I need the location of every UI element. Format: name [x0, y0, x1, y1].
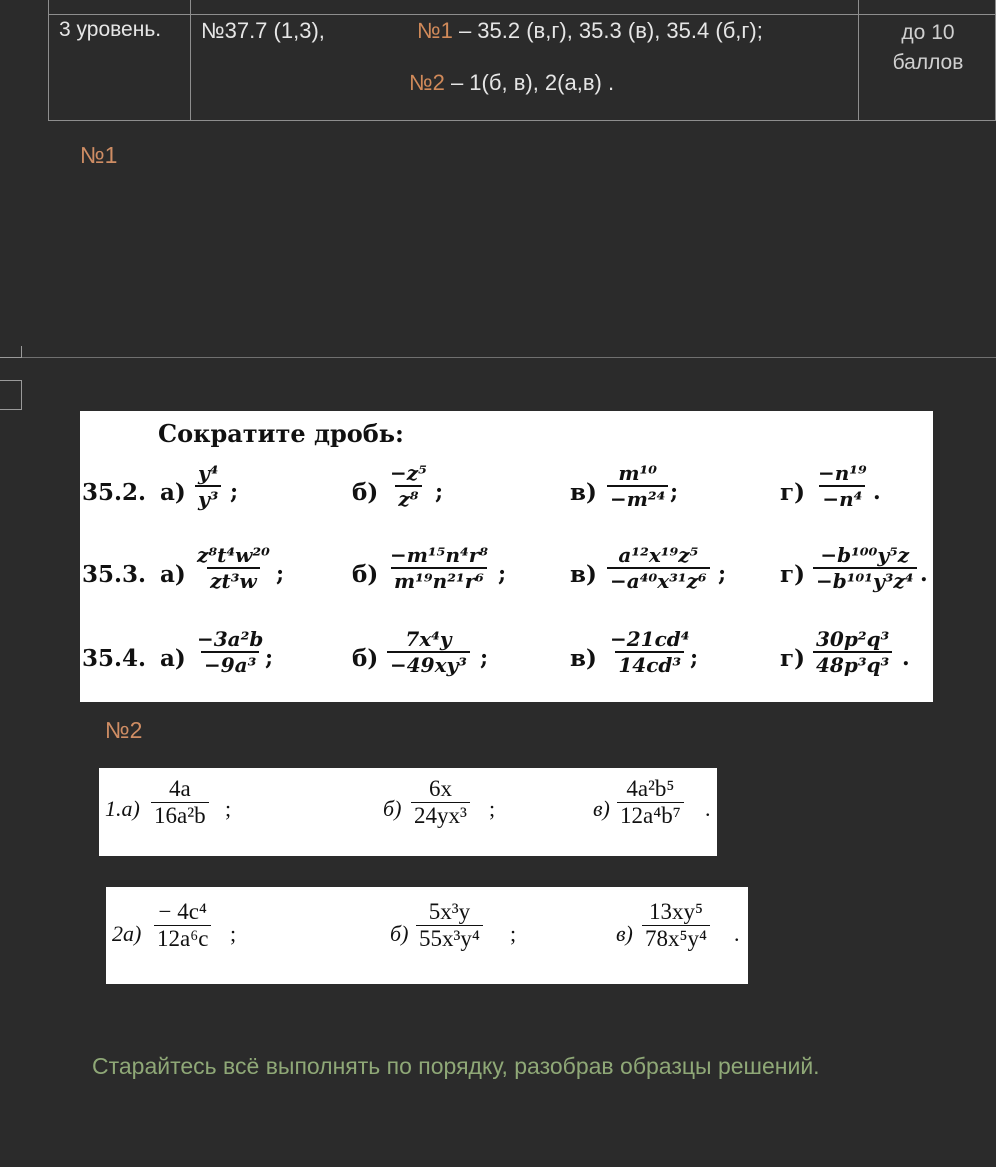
instruction-title: Сократите дробь: — [158, 419, 404, 448]
denominator: −b¹⁰¹y³z⁴ — [813, 567, 917, 593]
item-label: а) — [160, 479, 186, 506]
punct: ; — [510, 921, 517, 946]
denominator: 12a⁶c — [154, 925, 211, 952]
punct: ; — [230, 479, 239, 505]
item-label: г) — [780, 561, 805, 588]
fraction — [642, 899, 710, 952]
punct: ; — [435, 479, 444, 505]
heading-no1: №1 — [80, 142, 118, 168]
numerator: m¹⁰ — [618, 461, 658, 485]
exercise-number: 35.3. — [82, 561, 147, 588]
task1-line — [417, 18, 763, 44]
tasks-cell — [191, 0, 859, 120]
punct: . — [902, 645, 910, 671]
denominator: −49xy³ — [387, 651, 470, 677]
item-label: б) — [352, 645, 379, 672]
denominator: zt³w — [207, 567, 260, 593]
task1-label: №1 — [417, 18, 453, 43]
punct: ; — [480, 645, 489, 671]
numerator: −z⁵ — [390, 461, 427, 485]
textbook-exercise-image — [80, 411, 933, 702]
score-line-1: до 10 — [901, 21, 955, 44]
denominator: z⁸ — [395, 485, 421, 511]
item-label: б) — [383, 796, 402, 821]
denominator: y³ — [195, 485, 221, 511]
denominator: 78x⁵y⁴ — [642, 925, 710, 952]
fraction — [195, 461, 221, 511]
denominator: 16a²b — [151, 802, 209, 829]
numerator: y⁴ — [198, 461, 219, 485]
item-label: в) — [570, 645, 597, 672]
fraction — [813, 543, 917, 593]
page-separator — [22, 357, 996, 358]
punct: ; — [718, 561, 727, 587]
denominator: 12a⁴b⁷ — [617, 802, 684, 829]
numerator: 7x⁴y — [405, 627, 452, 651]
exercise-2-image — [106, 887, 748, 984]
punct: ; — [265, 645, 274, 671]
row-35-2 — [80, 455, 933, 535]
fraction — [411, 776, 470, 829]
denominator: −n⁴ — [819, 485, 865, 511]
footer-note: Старайтесь всё выполнять по порядку, разобрав образцы решений. — [92, 1053, 820, 1079]
item-label: 1.a) — [105, 796, 140, 821]
item-label: в) — [616, 921, 633, 946]
denominator: −a⁴⁰x³¹z⁶ — [607, 567, 710, 593]
item-label: г) — [780, 479, 805, 506]
item-label: г) — [780, 645, 805, 672]
fraction — [607, 543, 710, 593]
item-label: 2a) — [112, 921, 142, 946]
punct: . — [873, 479, 881, 505]
item-label: а) — [160, 645, 186, 672]
numerator: 13xy⁵ — [649, 899, 704, 924]
numerator: 4a — [168, 776, 191, 801]
punct: ; — [230, 921, 237, 946]
item-label: в) — [593, 796, 610, 821]
punct: ; — [225, 796, 232, 821]
page-corner-mark-bottom — [0, 380, 22, 410]
numerator: 5x³y — [428, 899, 471, 924]
item-label: в) — [570, 561, 597, 588]
fraction — [387, 627, 470, 677]
fraction — [151, 776, 209, 829]
numerator: 6x — [428, 776, 452, 801]
punct: ; — [690, 645, 699, 671]
item-label: б) — [390, 921, 409, 946]
numerator: a¹²x¹⁹z⁵ — [618, 543, 699, 567]
numerator: 30p²q³ — [816, 627, 890, 651]
numerator: −21cd⁴ — [610, 627, 690, 651]
fraction — [416, 899, 483, 952]
numerator: − 4c⁴ — [158, 899, 207, 924]
fraction — [194, 627, 266, 677]
numerator: −3a²b — [197, 627, 264, 651]
item-label: а) — [160, 561, 186, 588]
fraction — [813, 627, 892, 677]
punct: ; — [489, 796, 496, 821]
punct: . — [734, 921, 740, 946]
numerator: z⁸t⁴w²⁰ — [197, 543, 270, 567]
score-line-2: баллов — [892, 51, 964, 74]
page-corner-mark-top — [0, 346, 22, 358]
exercise-number: 35.4. — [82, 645, 147, 672]
numerator: −m¹⁵n⁴r⁸ — [390, 543, 489, 567]
fraction — [607, 461, 668, 511]
row-35-4 — [80, 619, 933, 699]
denominator: −9a³ — [201, 651, 259, 677]
numerator: 4a²b⁵ — [626, 776, 675, 801]
punct: . — [705, 796, 711, 821]
numerator: −n¹⁹ — [818, 461, 867, 485]
fraction — [154, 899, 211, 952]
punct: ; — [670, 479, 679, 505]
denominator: −m²⁴ — [607, 485, 668, 511]
item-label: в) — [570, 479, 597, 506]
fraction — [617, 776, 684, 829]
fraction — [194, 543, 273, 593]
level-cell — [49, 0, 191, 120]
item-label: б) — [352, 479, 379, 506]
fraction — [387, 461, 430, 511]
punct: ; — [498, 561, 507, 587]
denominator: m¹⁹n²¹r⁶ — [391, 567, 487, 593]
fraction — [607, 627, 693, 677]
heading-no2: №2 — [105, 717, 143, 743]
score-cell — [859, 0, 996, 120]
task2-line — [409, 70, 614, 96]
ref-text: №37.7 (1,3), — [201, 18, 325, 43]
row-35-3 — [80, 539, 933, 619]
numerator: −b¹⁰⁰y⁵z — [820, 543, 910, 567]
task1-text: – 35.2 (в,г), 35.3 (в), 35.4 (б,г); — [452, 18, 763, 43]
denominator: 48p³q³ — [813, 651, 892, 677]
denominator: 55x³y⁴ — [416, 925, 483, 952]
exercise-number: 35.2. — [82, 479, 147, 506]
item-label: б) — [352, 561, 379, 588]
fraction — [815, 461, 870, 511]
fraction — [387, 543, 491, 593]
exercise-1-image — [99, 768, 717, 856]
denominator: 24yx³ — [411, 802, 470, 829]
task2-label: №2 — [409, 70, 445, 95]
task2-text: – 1(б, в), 2(а,в) . — [444, 70, 615, 95]
denominator: 14cd³ — [615, 651, 684, 677]
punct: . — [920, 561, 928, 587]
punct: ; — [276, 561, 285, 587]
level-label: 3 уровень. — [59, 18, 162, 41]
assignment-table — [48, 0, 996, 121]
